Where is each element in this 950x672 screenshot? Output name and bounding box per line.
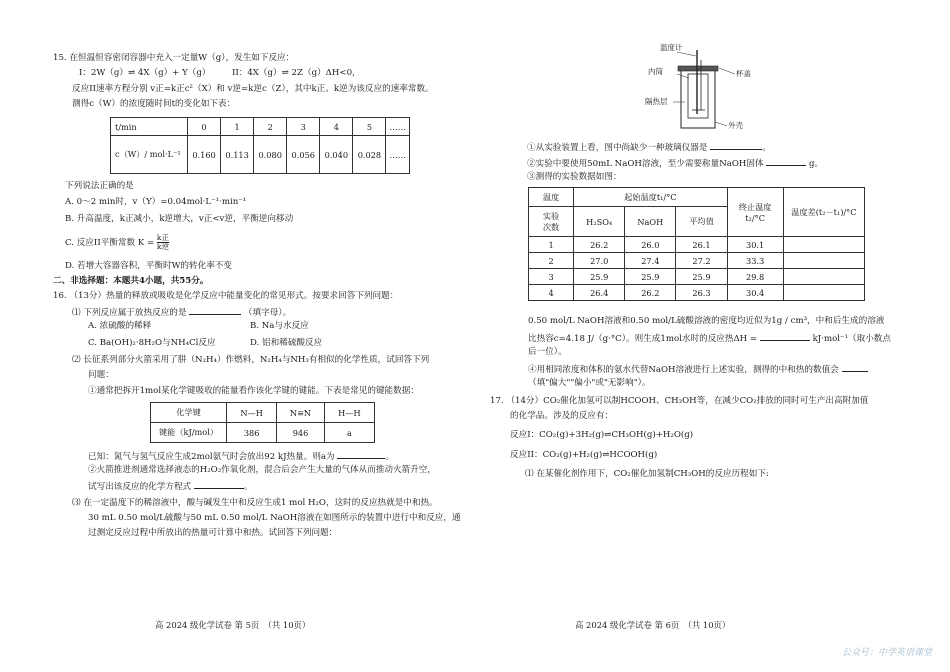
table-cell: 3	[287, 118, 320, 136]
table-cell: 25.9	[574, 269, 625, 285]
table-cell[interactable]	[783, 269, 864, 285]
table-header: 平均值	[676, 207, 727, 237]
q16-right-3: ③测得的实验数据如图：	[527, 172, 622, 182]
q16-part2-2: ②火箭推进剂通常选择液态的H₂O₂作氧化剂，混合后会产生大量的气体从而推动火箭升空，	[88, 465, 436, 475]
q15-option-d: D. 若增大容器容积，平衡时W的转化率不变	[65, 261, 232, 271]
table-header	[529, 207, 574, 237]
table-header: 温度	[529, 188, 574, 207]
known-text: 已知：氮气与氢气反应生成2mol氨气时会放出92 kJ热量。则a为	[88, 452, 335, 462]
table-cell: 2	[529, 253, 574, 269]
table-header: 温度差(t₂－t₁)/°C	[783, 188, 864, 237]
table-header: H₂SO₄	[574, 207, 625, 237]
exp-label: 实验	[542, 210, 560, 221]
table-cell: 26.3	[676, 285, 727, 301]
q15-conc-table	[110, 117, 410, 174]
answer-blank[interactable]	[710, 140, 762, 150]
q16-part3b: 30 mL 0.50 mol/L硫酸与50 mL 0.50 mol/L NaOH溶液在如图所示的装置中进行中和反应，通	[88, 513, 461, 523]
table-cell: 1	[529, 237, 574, 253]
answer-blank[interactable]	[194, 479, 244, 489]
q16-part1-tail: （填字母）。	[243, 308, 292, 318]
label-inner-cup: 内筒	[648, 67, 663, 76]
naoh-mass-text: ②实验中要使用50mL NaOH溶液，至少需要称量NaOH固体	[527, 159, 764, 169]
table-cell: 0.113	[221, 136, 254, 174]
q16-option-a: A. 浓硫酸的稀释	[88, 321, 152, 331]
table-header: N—H	[227, 403, 277, 423]
table-header: t/min	[111, 118, 188, 136]
table-cell: 4	[320, 118, 353, 136]
watermark-text: 公众号：中学英语课堂	[841, 648, 932, 658]
table-cell: 26.4	[574, 285, 625, 301]
table-cell: 4	[529, 285, 574, 301]
table-cell: 5	[353, 118, 386, 136]
k-denominator: k逆	[156, 242, 169, 251]
experiment-data-table	[528, 187, 865, 301]
answer-blank[interactable]	[189, 305, 241, 315]
table-cell: 26.2	[625, 285, 676, 301]
missing-instrument-text: ①从实验装置上看，图中尚缺少一种玻璃仪器是	[527, 143, 708, 153]
q16-right-2	[527, 156, 823, 170]
answer-blank[interactable]	[842, 362, 868, 372]
q16-option-b: B. Na与水反应	[250, 321, 309, 331]
q17-line2: 的化学品。涉及的反应有：	[510, 411, 614, 421]
table-cell: 27.4	[625, 253, 676, 269]
section-heading: 二、非选择题：本题共4小题，共55分。	[53, 276, 209, 286]
table-cell: 946	[277, 423, 325, 443]
table-cell[interactable]	[783, 253, 864, 269]
table-cell[interactable]	[783, 285, 864, 301]
left-footer: 高 2024 级化学试卷 第 5页 （共 10页）	[155, 620, 311, 630]
q16-part3c: 过测定反应过程中所放出的热量可计算中和热。试回答下列问题：	[88, 528, 338, 538]
q16-part2: ⑵ 长征系列部分火箭采用了肼（N₂H₄）作燃料，N₂H₄与NH₃有相似的化学性质，试回答下列	[72, 355, 430, 365]
table-cell: 26.0	[625, 237, 676, 253]
k-fraction	[157, 234, 169, 251]
table-cell: 27.2	[676, 253, 727, 269]
q16-option-d: D. 铝和稀硫酸反应	[250, 338, 323, 348]
table-row	[529, 269, 865, 285]
table-header: 化学键	[151, 403, 227, 423]
table-header: 键能（kJ/mol）	[151, 423, 227, 443]
table-row	[529, 237, 865, 253]
table-cell: 0.040	[320, 136, 353, 174]
table-cell: 0.160	[188, 136, 221, 174]
q17-reaction-2: 反应II：CO₂(g)+H₂(g)⇌HCOOH(g)	[510, 450, 658, 460]
table-cell: 26.2	[574, 237, 625, 253]
table-cell: 25.9	[625, 269, 676, 285]
table-cell: 26.1	[676, 237, 727, 253]
q15-option-a: A. 0～2 min时，v（Y）=0.04mol·L⁻¹·min⁻¹	[65, 197, 247, 207]
end-temp-label: 终止温度	[738, 201, 772, 212]
label-thermometer: 温度计	[660, 43, 683, 52]
q17-part1: ⑴ 在某催化剂作用下，CO₂催化加氢制CH₃OH的反应历程如下:	[525, 469, 769, 479]
table-cell: 30.4	[727, 285, 783, 301]
q16-stem: 16. （13分）热量的释放或吸收是化学反应中能量变化的常见形式。按要求回答下列问题：	[53, 291, 399, 301]
table-cell: 33.3	[727, 253, 783, 269]
after-table-3: 后一位）。	[528, 347, 567, 357]
right-footer: 高 2024 级化学试卷 第 6页 （共 10页）	[575, 620, 731, 630]
label-lid: 杯盖	[736, 69, 751, 78]
equation-prompt: 试写出该反应的化学方程式	[88, 482, 192, 492]
table-row	[529, 285, 865, 301]
q15-ask: 下列说法正确的是	[65, 181, 134, 191]
table-cell: 0.056	[287, 136, 320, 174]
answer-blank[interactable]	[760, 331, 810, 341]
after-table-4	[528, 362, 868, 376]
table-cell: ……	[386, 118, 410, 136]
answer-blank[interactable]	[337, 449, 385, 459]
q16-part3: ⑶ 在一定温度下的稀溶液中，酸与碱发生中和反应生成1 mol H₂O，这时的反应热就是中和热。	[72, 498, 438, 508]
reaction-heat-tail: kJ·mol⁻¹（取小数点	[812, 334, 891, 344]
q16-part1	[72, 305, 291, 319]
q15-option-c	[65, 232, 169, 254]
end-temp-unit: t₂/°C	[745, 212, 765, 223]
after-table-2	[528, 331, 891, 345]
table-cell: 386	[227, 423, 277, 443]
right-page	[475, 0, 950, 672]
reaction-heat-text: 比热容c=4.18 J/（g·°C）。则生成1mol水时的反应热ΔH =	[528, 334, 758, 344]
table-header: 起始温度t₁/°C	[574, 188, 727, 207]
table-cell: 1	[221, 118, 254, 136]
exp-label-2: 次数	[542, 221, 560, 232]
q17-reaction-1: 反应I：CO₂(g)+3H₂(g)⇌CH₃OH(g)+H₂O(g)	[510, 430, 694, 440]
table-cell: 0.028	[353, 136, 386, 174]
bond-energy-table	[150, 402, 375, 443]
option-c-prefix: C. 反应II平衡常数 K =	[65, 238, 155, 248]
label-outer-shell: 外壳	[728, 121, 743, 130]
table-header: c（W）/ mol·L⁻¹	[111, 136, 188, 174]
q15-measure-text: 测得c（W）的浓度随时间t的变化如下表：	[72, 99, 236, 109]
table-cell: 30.1	[727, 237, 783, 253]
table-cell: 0	[188, 118, 221, 136]
table-header: N≡N	[277, 403, 325, 423]
q16-right-1: ①从实验装置上看，图中尚缺少一种玻璃仪器是 。	[527, 140, 771, 154]
q15-reactions: I：2W（g）⇌ 4X（g）+ Y（g） II：4X（g）⇌ 2Z（g）ΔH<0，	[79, 68, 361, 78]
table-cell: 29.8	[727, 269, 783, 285]
ammonia-text: ④用相同浓度和体积的氨水代替NaOH溶液进行上述实验，测得的中和热的数值会	[528, 365, 839, 375]
k-numerator: k正	[156, 233, 169, 242]
table-cell: 3	[529, 269, 574, 285]
after-table-5: （填"偏大""偏小"或"无影响"）。	[528, 378, 651, 388]
q16-option-c: C. Ba(OH)₂·8H₂O与NH₄Cl反应	[88, 338, 216, 348]
table-cell: 25.9	[676, 269, 727, 285]
table-cell: ……	[386, 136, 410, 174]
table-cell[interactable]	[783, 237, 864, 253]
table-cell: a	[324, 423, 374, 443]
label-insulation: 隔热层	[645, 97, 668, 106]
q15-stem: 15. 在恒温恒容密闭容器中充入一定量W（g），发生如下反应：	[53, 53, 295, 63]
q16-part2-2b: 试写出该反应的化学方程式 。	[88, 479, 252, 493]
table-cell: 0.080	[254, 136, 287, 174]
q15-rate-text: 反应II速率方程分别 v正=k正c²（X）和 v逆=k逆c（Z），其中k正、k逆为该反应的速率常数。	[72, 84, 434, 94]
naoh-mass-tail: g。	[809, 159, 824, 169]
q16-part2-1: ①通常把拆开1mol某化学键吸收的能量看作该化学键的键能。下表是常见的键能数据：	[88, 386, 419, 396]
table-header	[727, 188, 783, 237]
after-table-1: 0.50 mol/L NaOH溶液和0.50 mol/L硫酸溶液的密度均近似为1g / cm³，中和后生成的溶液	[528, 316, 885, 326]
table-cell: 27.0	[574, 253, 625, 269]
table-cell: 2	[254, 118, 287, 136]
q16-known: 已知：氮气与氢气反应生成2mol氨气时会放出92 kJ热量。则a为 。	[88, 449, 394, 463]
table-header: H—H	[324, 403, 374, 423]
answer-blank[interactable]	[766, 156, 806, 166]
q16-part1-text: ⑴ 下列反应属于放热反应的是	[72, 308, 187, 318]
q15-option-b: B. 升高温度，k正减小，k逆增大，v正<v逆，平衡逆向移动	[65, 214, 294, 224]
table-row	[529, 253, 865, 269]
q17-line1: 17. （14分）CO₂催化加氢可以制HCOOH、CH₃OH等，在减少CO₂排放的同时可生产出高附加值	[490, 396, 869, 406]
table-header: NaOH	[625, 207, 676, 237]
q16-part2b: 问题：	[88, 370, 114, 380]
